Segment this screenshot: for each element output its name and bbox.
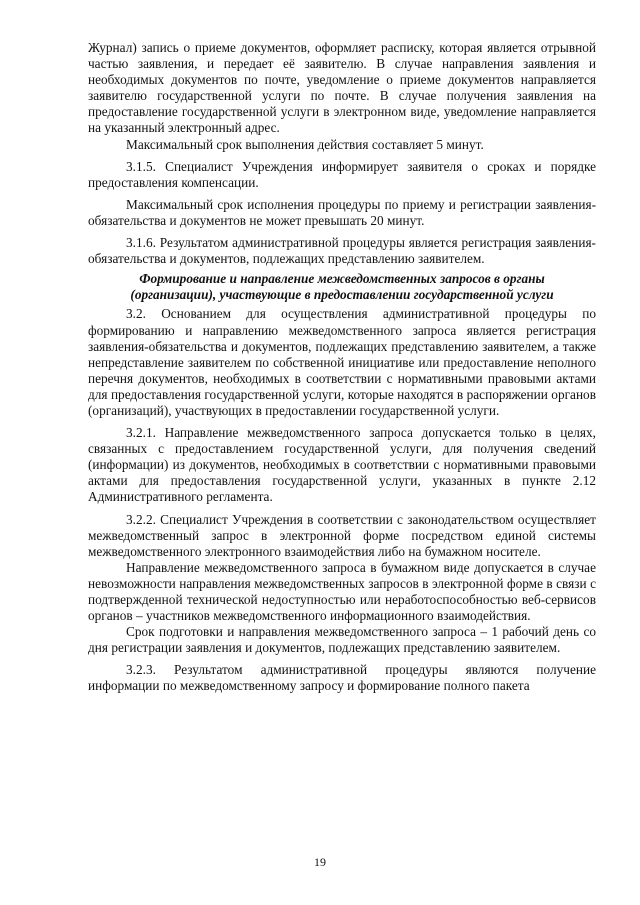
- page-number: 19: [314, 855, 326, 869]
- paragraph-request-deadline: Срок подготовки и направления межведомственного запроса – 1 рабочий день со дня регистрации заявления и документов, подлежащих представлению заявителем.: [88, 624, 596, 656]
- section-heading-line-2: (организации), участвующие в предоставлении государственной услуги: [130, 287, 554, 303]
- document-page: [88, 40, 596, 695]
- paragraph-3-2-2: 3.2.2. Специалист Учреждения в соответствии с законодательством осуществляет межведомственный запрос в электронной форме посредством единой системы межведомственного электронного взаимодействия либо на бумажном носителе.: [88, 511, 596, 559]
- paragraph-paper-request: Направление межведомственного запроса в бумажном виде допускается в случае невозможности направления межведомственных запросов в электронной форме в связи с подтвержденной технической недоступностью или неработоспособностью веб-сервисов органов – участников межведомственного информационного взаимодействия.: [88, 559, 596, 624]
- paragraph-3-2-3: 3.2.3. Результатом административной процедуры являются получение информации по межведомственному запросу и формирование полного пакета: [88, 662, 596, 694]
- paragraph-journal-record: Журнал) запись о приеме документов, оформляет расписку, которая является отрывной частью заявления, и передает её заявителю. В случае направления заявления и необходимых документов по почте, уведомление о приеме документов направляется заявителю государственной услуги по почте. В случае получения заявления на предоставление государственной услуги в электронном виде, уведомление направляется на указанный электронный адрес.: [88, 40, 596, 136]
- paragraph-3-1-6: 3.1.6. Результатом административной процедуры является регистрация заявления-обязательства и документов, подлежащих представлению заявителем.: [88, 235, 596, 267]
- paragraph-max-time-5-min: Максимальный срок выполнения действия составляет 5 минут.: [126, 136, 484, 152]
- paragraph-3-2: 3.2. Основанием для осуществления административной процедуры по формированию и направлению межведомственного запроса является регистрация заявления-обязательства и документов, подлежащих представлению заявителем, а также непредставление заявителем по собственной инициативе или предоставление неполного перечня документов, необходимых в соответствии с нормативными правовыми актами для предоставления государственной услуги, которые находятся в распоряжении органов (организаций), участвующих в предоставлении государственной услуги.: [88, 306, 596, 418]
- paragraph-max-time-20-min: Максимальный срок исполнения процедуры по приему и регистрации заявления-обязательства и документов не может превышать 20 минут.: [88, 196, 596, 228]
- section-heading-line-1: Формирование и направление межведомственных запросов в органы: [139, 271, 545, 287]
- section-heading: [88, 271, 596, 303]
- paragraph-3-1-5: 3.1.5. Специалист Учреждения информирует заявителя о сроках и порядке предоставления компенсации.: [88, 158, 596, 190]
- paragraph-3-2-1: 3.2.1. Направление межведомственного запроса допускается только в целях, связанных с предоставлением государственной услуги, для получения сведений (информации) из документов, необходимых в соответствии с нормативными правовыми актами для предоставления государственной услуги, указанных в пункте 2.12 Административного регламента.: [88, 425, 596, 505]
